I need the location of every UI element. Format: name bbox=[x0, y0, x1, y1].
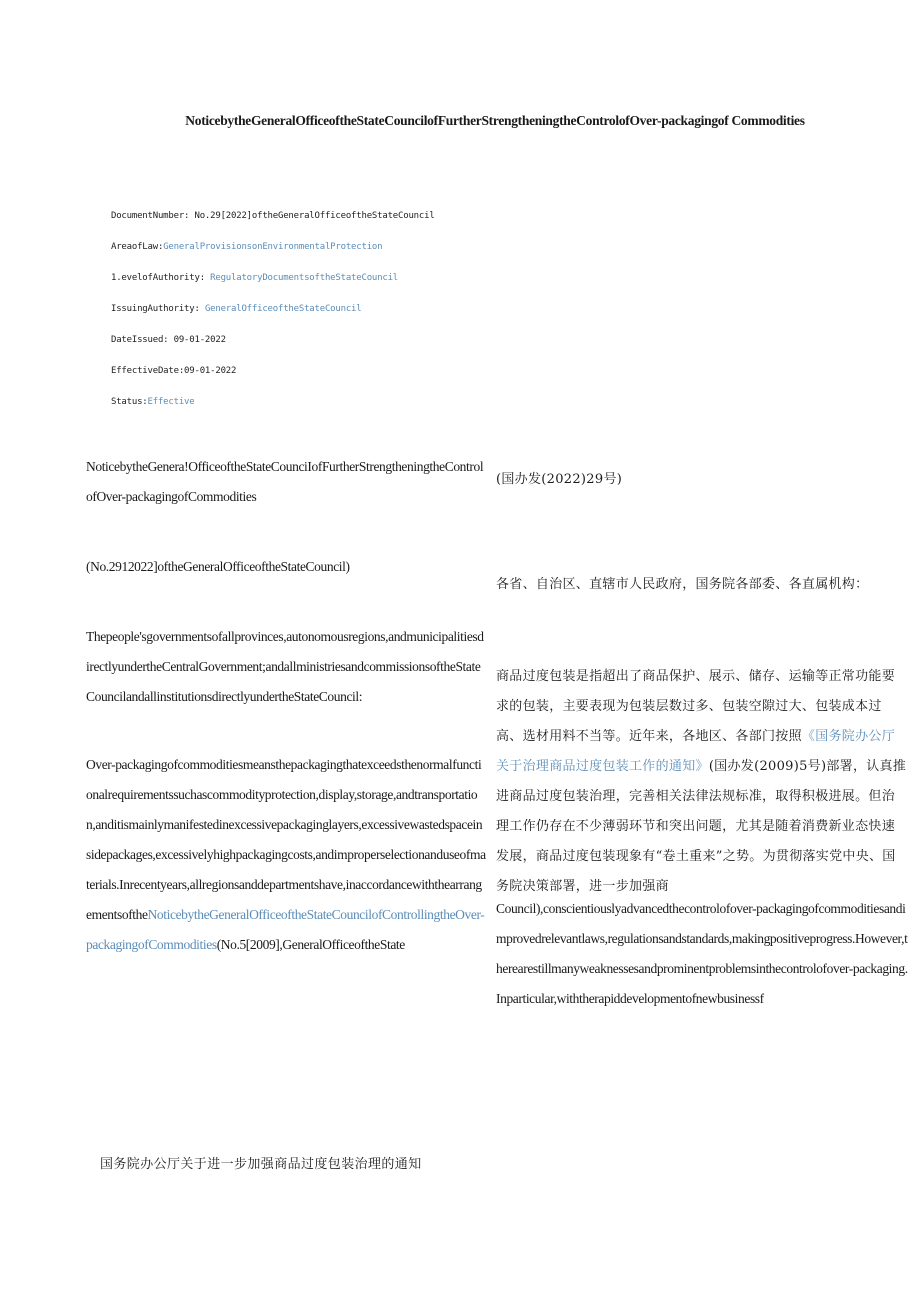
meta-status bbox=[111, 391, 511, 422]
english-document-number: (No.2912022]oftheGeneralOfficeoftheStateCouncil) bbox=[86, 559, 350, 574]
meta-value: No.29[2022]oftheGeneralOfficeoftheStateCouncil bbox=[194, 211, 435, 221]
issuing-authority-link[interactable]: GeneralOfficeoftheStateCouncil bbox=[204, 304, 362, 314]
english-heading: NoticebytheGenera!OfficeoftheStateCounciIofFurtherStrengtheningtheControlofOver-packagingofCommodities bbox=[86, 459, 484, 504]
meta-date-issued: DateIssued: 09-01-2022 bbox=[111, 335, 226, 345]
english-body bbox=[86, 750, 486, 960]
english-address: Thepeople'sgovernmentsofallprovinces,autonomousregions,andmunicipalitiesdirectlyundertheCentralGovernment;andallministriesandcommissionsoftheStateCouncilandallinstitutionsdirectlyundertheStateCouncil: bbox=[86, 629, 484, 704]
meta-level-of-authority bbox=[111, 267, 511, 298]
meta-area-of-law bbox=[111, 236, 511, 267]
level-of-authority-link[interactable]: RegulatoryDocumentsoftheStateCouncil bbox=[210, 273, 399, 283]
chinese-document-number: (国办发(2022)29号) bbox=[496, 472, 623, 487]
meta-effective-date: EffectiveDate:09-01-2022 bbox=[111, 366, 237, 376]
chinese-body-text: 商品过度包装是指超出了商品保护、展示、储存、运输等正常功能要求的包装，主要表现为包装层数过多、包装空隙过大、包装成本过高、选材用料不当等。近年来，各地区、各部门按照 bbox=[496, 669, 896, 744]
chinese-body bbox=[496, 662, 908, 902]
meta-label: IssuingAuthority: bbox=[111, 304, 205, 314]
english-body-text: Over-packagingofcommoditiesmeansthepackagingthatexceedsthenormalfunctionalrequirementssuchascommodityprotection,display,storage,andtransportation,anditismainlymanifestedinexcessivepackaginglayers,excessivewastedspaceinsidepackages,excessivelyhighpackagingcosts,andimproperselectionanduseofmaterials.Inrecentyears,allregionsanddepartmentshave,inaccordancewiththearrangementsofthe bbox=[86, 757, 486, 922]
chinese-notice-title: 国务院办公厅关于进一步加强商品过度包装治理的通知 bbox=[100, 1157, 422, 1172]
meta-document-number bbox=[111, 205, 511, 236]
meta-issuing-authority bbox=[111, 298, 511, 329]
meta-label: DocumentNumber: bbox=[111, 211, 195, 221]
page-title: NoticebytheGeneralOfficeoftheStateCouncilofFurtherStrengtheningtheControlofOver-packagingof Commodities bbox=[185, 113, 805, 128]
chinese-body-text: (国办发(2009)5号)部署，认真推进商品过度包装治理，完善相关法律法规标准，取得积极进展。但治理工作仍存在不少薄弱环节和突出问题，尤其是随着消费新业态快速发展，商品过度包装现象有“卷土重来”之势。为贯彻落实党中央、国务院决策部署，进一步加强商 bbox=[496, 759, 907, 894]
chinese-column bbox=[496, 465, 908, 1014]
area-of-law-link[interactable]: GeneralProvisionsonEnvironmentalProtection bbox=[163, 242, 383, 252]
meta-label: Status: bbox=[111, 397, 148, 407]
english-column bbox=[86, 452, 486, 960]
document-metadata bbox=[111, 205, 511, 422]
english-continuation: Council),conscientiouslyadvancedthecontrolofover-packagingofcommoditiesandimprovedrelevantlaws,regulationsandstandards,makingpositiveprogress.However,therearestillmanyweaknessesandprominentproblemsinthecontrolofover-packaging.Inparticular,withtherapiddevelopmentofnewbusinessf bbox=[496, 901, 908, 1006]
chinese-address: 各省、自治区、直辖市人民政府，国务院各部委、各直属机构： bbox=[496, 577, 869, 592]
status-link[interactable]: Effective bbox=[147, 397, 195, 407]
english-notice-link[interactable]: NoticebytheGeneralOfficeoftheStateCouncilofControllingtheOver-packagingofCommodities bbox=[86, 907, 485, 952]
meta-label: 1.evelofAuthority: bbox=[111, 273, 211, 283]
english-body-text: (No.5[2009],GeneralOfficeoftheState bbox=[216, 937, 405, 952]
chinese-notice-link[interactable]: 《国务院办公厅关于治理商品过度包装工作的通知》 bbox=[496, 729, 896, 774]
meta-label: AreaofLaw: bbox=[111, 242, 164, 252]
